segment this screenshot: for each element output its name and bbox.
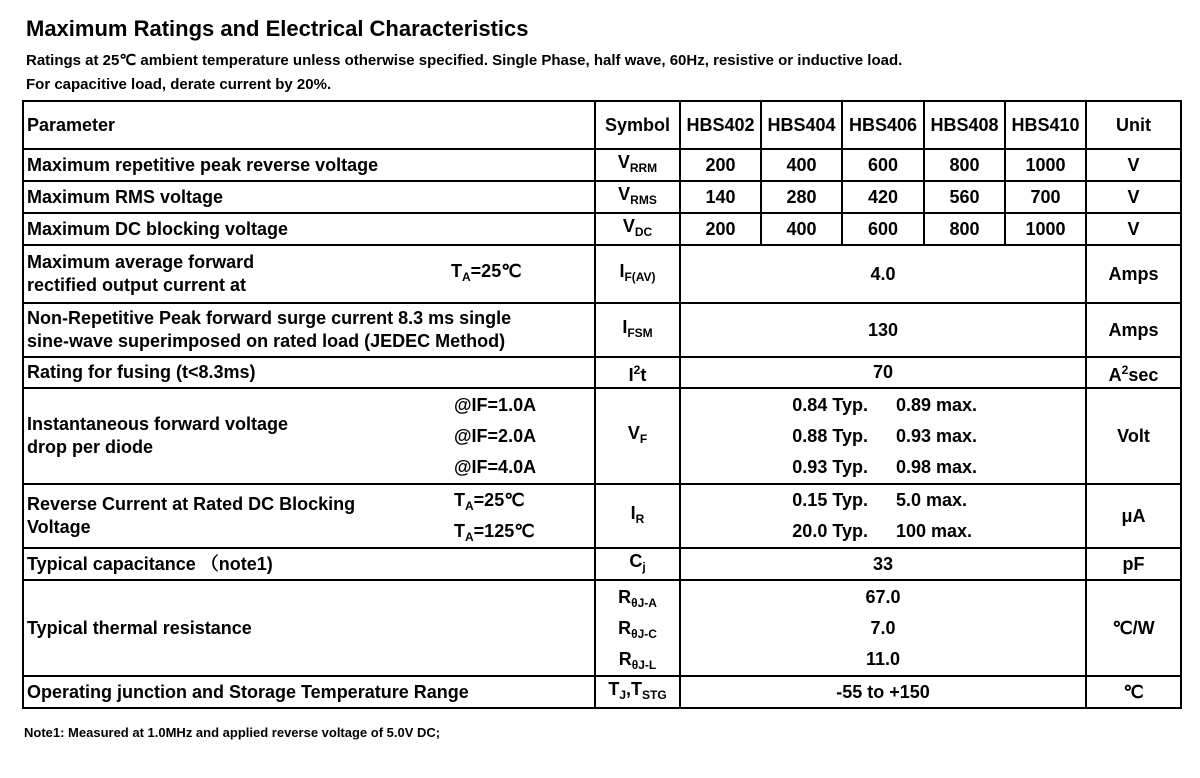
header-model: HBS406 xyxy=(842,101,924,149)
unit-cell: Amps xyxy=(1086,303,1181,357)
ratings-table xyxy=(22,100,1182,709)
row-vrrm xyxy=(23,149,1181,181)
param-label: Maximum repetitive peak reverse voltage xyxy=(23,149,595,181)
header-model: HBS402 xyxy=(680,101,761,149)
header-model: HBS404 xyxy=(761,101,842,149)
param-label: Typical capacitance （note1) xyxy=(23,548,595,580)
subtitle-derating: For capacitive load, derate current by 20%. xyxy=(26,76,332,93)
value-cell: 200 xyxy=(680,213,761,245)
param-label: Maximum RMS voltage xyxy=(23,181,595,213)
unit-cell: ℃ xyxy=(1086,676,1181,708)
footnote: Note1: Measured at 1.0MHz and applied reverse voltage of 5.0V DC; xyxy=(24,725,441,740)
row-i2t xyxy=(23,357,1181,388)
value-cell: 200 xyxy=(680,149,761,181)
unit-cell: μA xyxy=(1086,484,1181,548)
value-cell: 800 xyxy=(924,149,1005,181)
symbol-cell: $V_{RMS}$ xyxy=(595,181,680,213)
symbol-cell: $I_{F(AV)}$ xyxy=(595,245,680,303)
param-label: Rating for fusing (t<8.3ms) xyxy=(23,357,595,388)
symbol-cell: $I_{FSM}$ xyxy=(595,303,680,357)
value-cell: 0.15 Typ. 5.0 max. 20.0 Typ. 100 max. xyxy=(680,484,1086,548)
value-cell: 140 xyxy=(680,181,761,213)
value-cell: 400 xyxy=(761,213,842,245)
row-ifsm xyxy=(23,303,1181,357)
symbol-cell: $R_{\theta J-A}$ $R_{\theta J-C}$ $R_{\theta J-L}$ xyxy=(595,580,680,676)
unit-cell: V xyxy=(1086,149,1181,181)
row-cj xyxy=(23,548,1181,580)
header-unit: Unit xyxy=(1086,101,1181,149)
param-label: Reverse Current at Rated DC Blocking Voltage $T_A=25℃$ $T_A=125℃$ xyxy=(23,484,595,548)
value-cell: 600 xyxy=(842,149,924,181)
value-cell: 67.0 7.0 11.0 xyxy=(680,580,1086,676)
symbol-cell: $I_R$ xyxy=(595,484,680,548)
page-title: Maximum Ratings and Electrical Characteristics xyxy=(26,16,529,41)
value-cell: 33 xyxy=(680,548,1086,580)
unit-cell: V xyxy=(1086,213,1181,245)
condition-list: @IF=1.0A @IF=2.0A @IF=4.0A xyxy=(454,394,537,477)
row-ifav xyxy=(23,245,1181,303)
value-cell: -55 to +150 xyxy=(680,676,1086,708)
symbol-cell: $C_j$ xyxy=(595,548,680,580)
unit-cell: V xyxy=(1086,181,1181,213)
param-label: Non-Repetitive Peak forward surge current 8.3 ms single sine-wave superimposed on rated load (JEDEC Method) xyxy=(23,303,595,357)
symbol-cell: $T_J,T_{STG}$ xyxy=(595,676,680,708)
value-cell: 130 xyxy=(680,303,1086,357)
param-label: Typical thermal resistance xyxy=(23,580,595,676)
unit-cell: $A^2\sec$ xyxy=(1086,357,1181,388)
value-cell: 700 xyxy=(1005,181,1086,213)
row-ir xyxy=(23,484,1181,548)
header-model: HBS408 xyxy=(924,101,1005,149)
row-vrms xyxy=(23,181,1181,213)
row-vf xyxy=(23,388,1181,484)
header-parameter: Parameter xyxy=(23,101,595,149)
row-temp xyxy=(23,676,1181,708)
value-cell: 1000 xyxy=(1005,149,1086,181)
symbol-cell: $V_{DC}$ xyxy=(595,213,680,245)
subtitle-conditions: Ratings at 25℃ ambient temperature unless otherwise specified. Single Phase, half wave, 60Hz, resistive or inductive load. xyxy=(26,52,903,69)
param-label: Maximum average forward rectified output current at $T_A=25℃$ xyxy=(23,245,595,303)
value-cell: 600 xyxy=(842,213,924,245)
unit-cell: pF xyxy=(1086,548,1181,580)
value-cell: 0.84 Typ. 0.89 max. 0.88 Typ. 0.93 max. 0.93 Typ. 0.98 max. xyxy=(680,388,1086,484)
value-cell: 400 xyxy=(761,149,842,181)
header-symbol: Symbol xyxy=(595,101,680,149)
value-cell: 4.0 xyxy=(680,245,1086,303)
param-label: Maximum DC blocking voltage xyxy=(23,213,595,245)
condition-label: $T_A=25℃$ xyxy=(451,260,522,284)
value-cell: 1000 xyxy=(1005,213,1086,245)
row-rth xyxy=(23,580,1181,676)
unit-cell: ℃/W xyxy=(1086,580,1181,676)
symbol-cell: $V_{RRM}$ xyxy=(595,149,680,181)
value-cell: 420 xyxy=(842,181,924,213)
value-cell: 560 xyxy=(924,181,1005,213)
value-cell: 800 xyxy=(924,213,1005,245)
param-label: Instantaneous forward voltage drop per diode @IF=1.0A @IF=2.0A @IF=4.0A xyxy=(23,388,595,484)
header-row xyxy=(23,101,1181,149)
symbol-cell: $V_F$ xyxy=(595,388,680,484)
condition-list: $T_A=25℃$ $T_A=125℃$ xyxy=(454,490,535,544)
value-cell: 70 xyxy=(680,357,1086,388)
row-vdc xyxy=(23,213,1181,245)
header-model: HBS410 xyxy=(1005,101,1086,149)
value-cell: 280 xyxy=(761,181,842,213)
unit-cell: Volt xyxy=(1086,388,1181,484)
symbol-cell: $I^2t$ xyxy=(595,357,680,388)
param-label: Operating junction and Storage Temperature Range xyxy=(23,676,595,708)
unit-cell: Amps xyxy=(1086,245,1181,303)
